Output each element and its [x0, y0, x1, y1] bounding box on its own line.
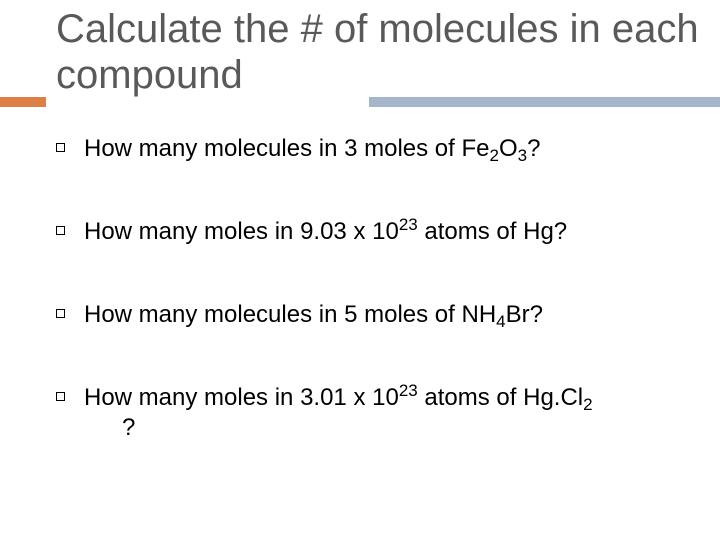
bullet-item: [56, 134, 706, 164]
square-bullet-icon: [56, 309, 65, 318]
square-bullet-icon: [56, 226, 65, 235]
bullet-text: How many moles in 3.01 x $10^{23}$ atoms of $Hg.Cl_2$ ?: [84, 384, 706, 443]
slide-title: Calculate the # of molecules in each compound: [56, 7, 699, 97]
bullet-text: How many molecules in 3 moles of $Fe_2O_3$?: [84, 135, 541, 165]
bullet-text: How many moles in 9.03 x $10^{23}$ atoms of Hg?: [84, 215, 568, 245]
bullet-item: [56, 217, 706, 247]
title-accent-bar-right: [369, 97, 720, 107]
square-bullet-icon: [56, 392, 65, 401]
bullet-trailing-text: ?: [122, 414, 136, 441]
square-bullet-icon: [56, 143, 65, 152]
title-accent-bar-left: [0, 97, 46, 107]
bullet-item: [56, 300, 706, 330]
bullet-list: [56, 134, 706, 443]
bullet-text: How many molecules in 5 moles of $NH_4Br$?: [84, 301, 543, 331]
bullet-item: [56, 383, 706, 443]
